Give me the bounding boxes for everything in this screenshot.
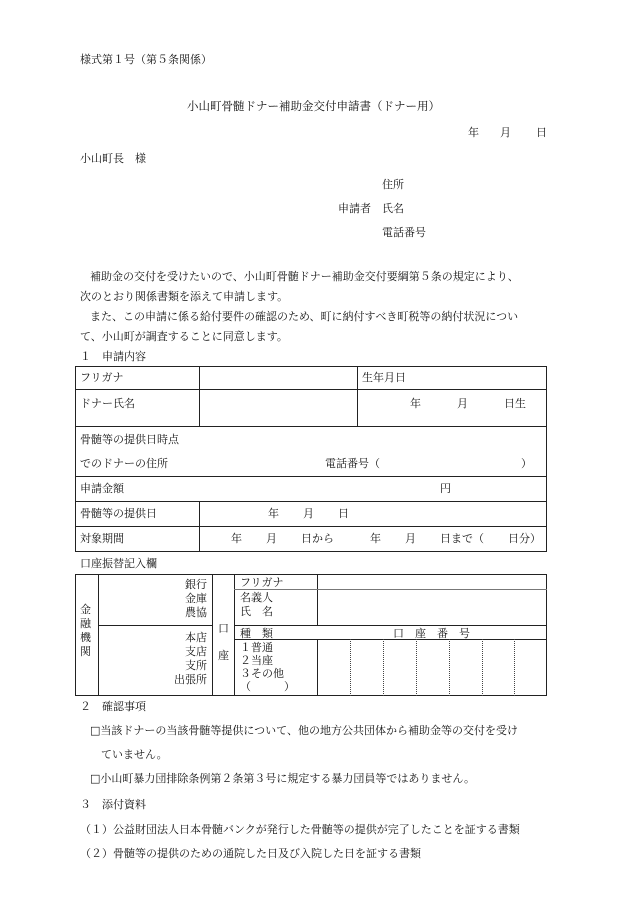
account-type-other: ３その他 bbox=[240, 667, 284, 680]
branch-branch: 支店 bbox=[185, 645, 207, 658]
date-month: 月 bbox=[500, 126, 511, 139]
provision-month: 月 bbox=[303, 507, 314, 520]
holder-label-line-1: 名義人 bbox=[240, 591, 273, 604]
branch-agency: 出張所 bbox=[174, 673, 207, 686]
body-paragraph-1-line-2: 次のとおり関係書類を添えて申請します。 bbox=[80, 290, 289, 303]
donor-phone-close: ） bbox=[521, 457, 532, 470]
birth-year: 年 bbox=[410, 397, 421, 410]
holder-label-line-2: 氏 名 bbox=[240, 605, 273, 618]
period-to-day: 日まで（ bbox=[440, 532, 484, 545]
period-to-month: 月 bbox=[405, 532, 416, 545]
period-label: 対象期間 bbox=[80, 532, 124, 545]
account-number-label: 口 座 番 号 bbox=[393, 627, 470, 640]
attachment-item-1: （１）公益財団法人日本骨髄バンクが発行した骨髄等の提供が完了したことを証する書類 bbox=[80, 823, 520, 836]
bank-type-agri: 農協 bbox=[185, 606, 207, 619]
section2-heading: ２ 確認事項 bbox=[80, 700, 146, 713]
provision-day: 日 bbox=[338, 507, 349, 520]
applicant-name-label: 氏名 bbox=[382, 202, 404, 215]
attachment-item-2: （２）骨髄等の提供のための通院した日及び入院した日を証する書類 bbox=[80, 847, 421, 860]
amount-unit: 円 bbox=[440, 482, 451, 495]
birth-day: 日生 bbox=[504, 397, 526, 410]
account-type-current: ２当座 bbox=[240, 654, 273, 667]
period-days: 日分） bbox=[508, 532, 541, 545]
branch-office: 支所 bbox=[185, 659, 207, 672]
period-from-year: 年 bbox=[231, 532, 242, 545]
bank-heading: 口座振替記入欄 bbox=[80, 557, 157, 570]
bank-furigana-label: フリガナ bbox=[240, 576, 284, 589]
section1-heading: １ 申請内容 bbox=[80, 350, 146, 363]
provision-date-label: 骨髄等の提供日 bbox=[80, 507, 157, 520]
applicant-phone-label: 電話番号 bbox=[382, 226, 426, 239]
amount-label: 申請金額 bbox=[80, 482, 124, 495]
account-side-label: 口座 bbox=[218, 622, 229, 662]
body-paragraph-1-line-1: 補助金の交付を受けたいので、小山町骨髄ドナー補助金交付要綱第５条の規定により、 bbox=[90, 270, 519, 283]
body-paragraph-2-line-2: て、小山町が調査することに同意します。 bbox=[80, 330, 288, 343]
furigana-label: フリガナ bbox=[80, 371, 124, 384]
applicant-label: 申請者 bbox=[338, 202, 371, 215]
period-from-day: 日から bbox=[301, 532, 334, 545]
body-paragraph-2-line-1: また、この申請に係る給付要件の確認のため、町に納付すべき町税等の納付状況につい bbox=[90, 310, 519, 323]
donor-name-label: ドナー氏名 bbox=[80, 397, 135, 410]
bank-type-bank: 銀行 bbox=[185, 578, 207, 591]
date-year: 年 bbox=[468, 126, 479, 139]
bank-type-credit: 金庫 bbox=[185, 592, 207, 605]
account-type-other-blank: （ ） bbox=[240, 680, 295, 693]
account-type-label: 種 類 bbox=[240, 627, 273, 640]
confirmation-item-1-line-2: ていません。 bbox=[101, 748, 168, 761]
address-label-line-1: 骨髄等の提供日時点 bbox=[80, 433, 179, 446]
form-number: 様式第１号（第５条関係） bbox=[80, 53, 212, 66]
addressee: 小山町長 様 bbox=[80, 152, 146, 165]
section3-heading: ３ 添付資料 bbox=[80, 798, 146, 811]
address-label-line-2: でのドナーの住所 bbox=[80, 457, 168, 470]
confirmation-item-2: □小山町暴力団排除条例第２条第３号に規定する暴力団員等ではありません。 bbox=[90, 772, 476, 785]
page-title: 小山町骨髄ドナー補助金交付申請書（ドナー用） bbox=[187, 99, 440, 113]
birthdate-label: 生年月日 bbox=[362, 371, 406, 384]
period-from-month: 月 bbox=[266, 532, 277, 545]
period-to-year: 年 bbox=[370, 532, 381, 545]
confirmation-item-1-line-1: □当該ドナーの当該骨髄等提供について、他の地方公共団体から補助金等の交付を受け bbox=[90, 724, 518, 737]
date-day: 日 bbox=[536, 126, 547, 139]
birth-month: 月 bbox=[457, 397, 468, 410]
account-type-ordinary: １普通 bbox=[240, 641, 273, 654]
applicant-address-label: 住所 bbox=[382, 178, 404, 191]
branch-main: 本店 bbox=[185, 631, 207, 644]
financial-institution-label: 金融機関 bbox=[80, 603, 91, 658]
provision-year: 年 bbox=[268, 507, 279, 520]
donor-phone-label: 電話番号（ bbox=[325, 457, 380, 470]
